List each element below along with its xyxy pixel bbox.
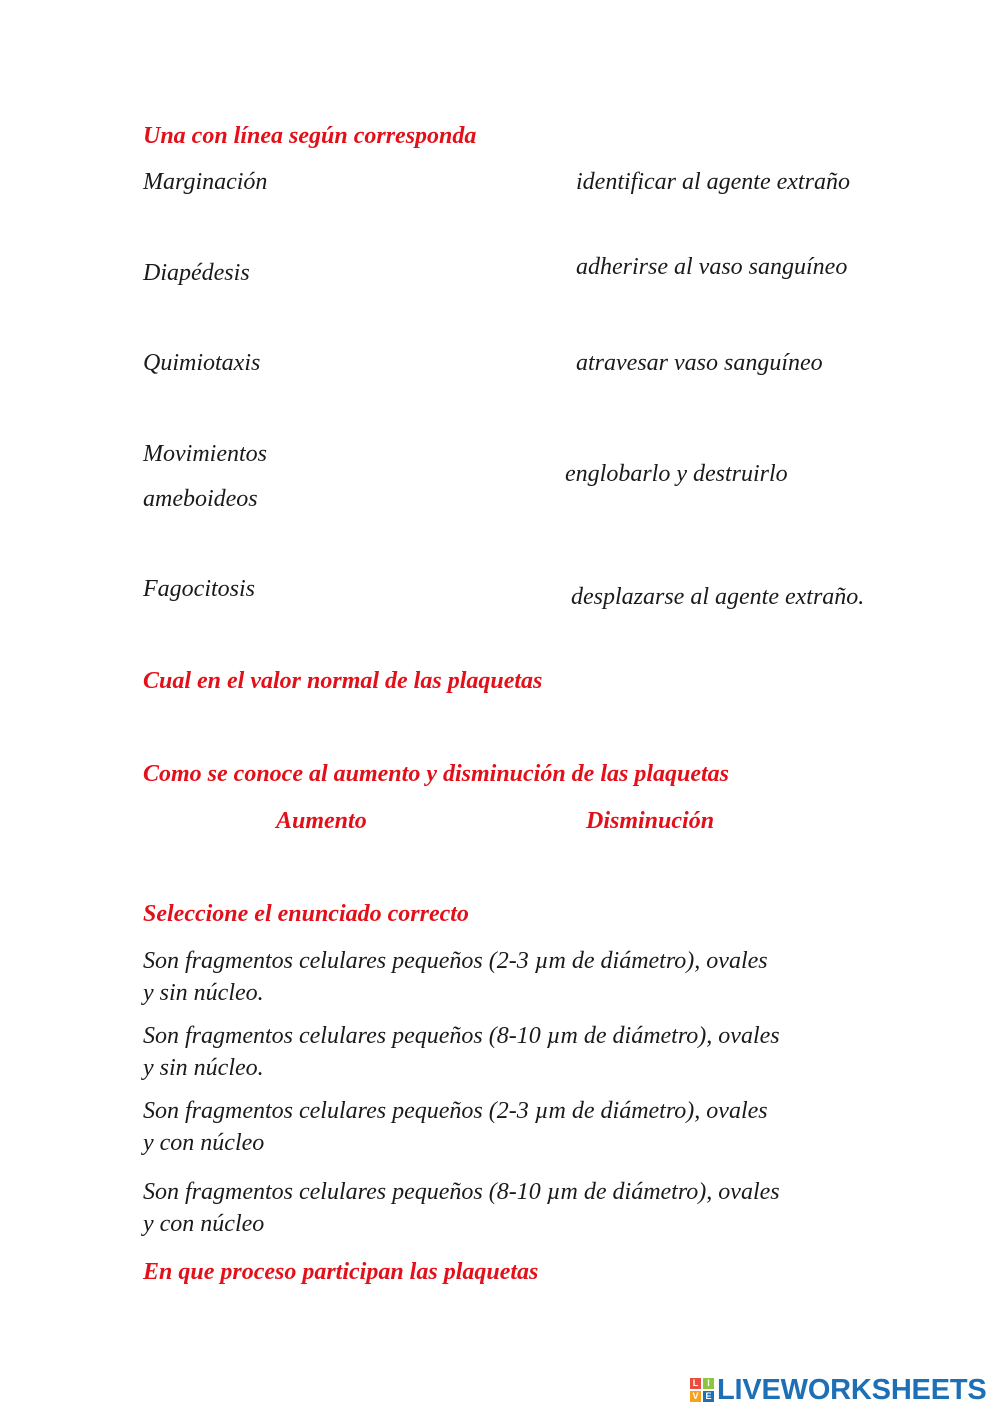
platelet-process-heading: En que proceso participan las plaquetas [143, 1259, 539, 1285]
definition-atravesar: atravesar vaso sanguíneo [576, 350, 823, 376]
decrease-label: Disminución [586, 808, 715, 834]
logo-letter-i: I [703, 1378, 714, 1389]
term-fagocitosis: Fagocitosis [143, 576, 255, 602]
term-ameboideos: ameboideos [143, 486, 258, 512]
option-3-line2: y con núcleo [143, 1130, 265, 1156]
term-diapedesis: Diapédesis [143, 260, 250, 286]
increase-label: Aumento [276, 808, 367, 834]
option-2-line1: Son fragmentos celulares pequeños (8-10 µm de diámetro), ovales [143, 1023, 780, 1049]
option-4-line2: y con núcleo [143, 1211, 265, 1237]
option-4[interactable] [143, 1176, 780, 1240]
definition-identificar: identificar al agente extraño [576, 169, 850, 195]
liveworksheets-logo-icon [690, 1378, 714, 1402]
option-3[interactable] [143, 1095, 768, 1159]
term-movimientos: Movimientos [143, 441, 267, 467]
logo-letter-v: V [690, 1391, 701, 1402]
option-2-line2: y sin núcleo. [143, 1055, 264, 1081]
option-1-line1: Son fragmentos celulares pequeños (2-3 µm de diámetro), ovales [143, 948, 768, 974]
definition-englobarlo: englobarlo y destruirlo [565, 461, 788, 487]
platelet-normal-value-heading: Cual en el valor normal de las plaquetas [143, 668, 543, 694]
select-correct-heading: Seleccione el enunciado correcto [143, 901, 469, 927]
term-quimiotaxis: Quimiotaxis [143, 350, 261, 376]
liveworksheets-logo-text: LIVEWORKSHEETS [717, 1373, 987, 1406]
definition-adherirse: adherirse al vaso sanguíneo [576, 254, 848, 280]
logo-letter-e: E [703, 1391, 714, 1402]
logo-letter-l: L [690, 1378, 701, 1389]
platelet-increase-decrease-heading: Como se conoce al aumento y disminución de las plaquetas [143, 761, 730, 787]
option-1-line2: y sin núcleo. [143, 980, 264, 1006]
option-2[interactable] [143, 1020, 780, 1084]
definition-desplazarse: desplazarse al agente extraño. [571, 584, 865, 610]
option-3-line1: Son fragmentos celulares pequeños (2-3 µm de diámetro), ovales [143, 1098, 768, 1124]
option-4-line1: Son fragmentos celulares pequeños (8-10 µm de diámetro), ovales [143, 1179, 780, 1205]
matching-heading: Una con línea según corresponda [143, 123, 477, 149]
term-marginacion: Marginación [143, 169, 268, 195]
option-1[interactable] [143, 945, 768, 1009]
liveworksheets-logo[interactable] [690, 1372, 987, 1408]
